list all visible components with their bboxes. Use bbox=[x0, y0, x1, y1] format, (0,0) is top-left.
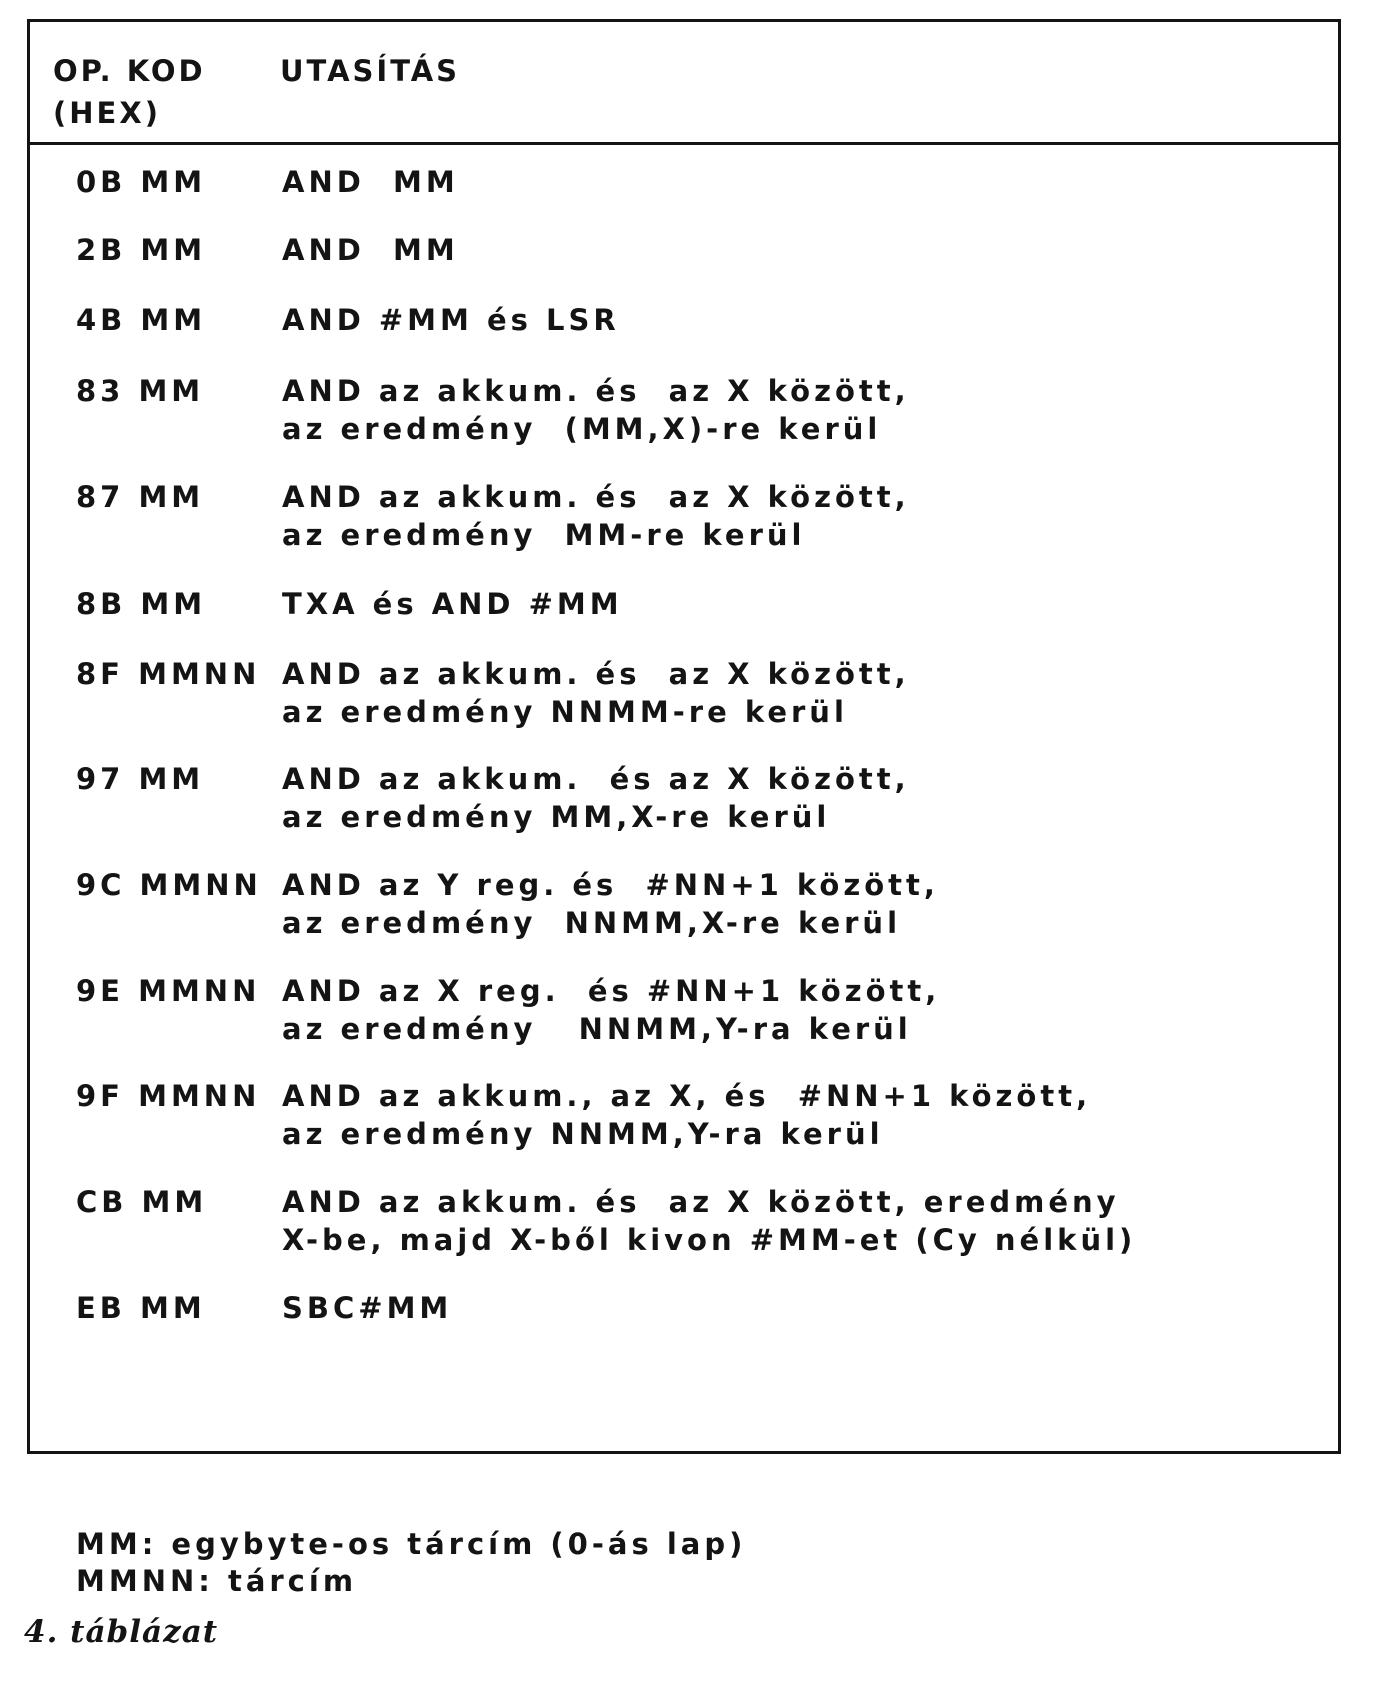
opcode-cell: 8B MM bbox=[76, 587, 207, 621]
instruction-cell bbox=[282, 301, 620, 339]
header-instruction: UTASÍTÁS bbox=[280, 54, 461, 88]
instruction-line2: az eredmény NNMM,X-re kerül bbox=[282, 906, 902, 940]
instruction-line1: AND az akkum. és az X között, eredmény bbox=[282, 1185, 1120, 1219]
opcode-cell: 97 MM bbox=[76, 762, 205, 796]
instruction-line1: SBC#MM bbox=[282, 1291, 453, 1325]
opcode-table bbox=[27, 19, 1341, 1454]
instruction-line1: AND az akkum., az X, és #NN+1 között, bbox=[282, 1079, 1092, 1113]
instruction-cell bbox=[282, 866, 939, 942]
header-opcode bbox=[53, 50, 206, 134]
opcode-cell: 2B MM bbox=[76, 233, 207, 267]
header-opcode-line1: OP. KOD bbox=[53, 54, 206, 88]
instruction-cell bbox=[282, 163, 459, 201]
opcode-cell: 8F MMNN bbox=[76, 657, 261, 691]
instruction-line1: AND az akkum. és az X között, bbox=[282, 657, 910, 691]
instruction-cell bbox=[282, 372, 910, 448]
opcode-cell: 0B MM bbox=[76, 165, 207, 199]
instruction-line1: AND MM bbox=[282, 233, 459, 267]
instruction-line1: AND az akkum. és az X között, bbox=[282, 374, 910, 408]
instruction-line1: AND az Y reg. és #NN+1 között, bbox=[282, 868, 939, 902]
instruction-line2: az eredmény NNMM,Y-ra kerül bbox=[282, 1117, 884, 1151]
header-opcode-line2: (HEX) bbox=[53, 96, 161, 130]
instruction-line2: az eredmény MM-re kerül bbox=[282, 518, 806, 552]
legend-line1: MM: egybyte-os tárcím (0-ás lap) bbox=[76, 1527, 747, 1561]
instruction-line1: TXA és AND #MM bbox=[282, 587, 623, 621]
instruction-cell bbox=[282, 1183, 1136, 1259]
instruction-cell bbox=[282, 478, 910, 554]
opcode-cell: 87 MM bbox=[76, 480, 205, 514]
instruction-cell bbox=[282, 1289, 452, 1327]
instruction-line2: az eredmény NNMM-re kerül bbox=[282, 695, 848, 729]
instruction-cell bbox=[282, 760, 910, 836]
legend-line2: MMNN: tárcím bbox=[76, 1564, 358, 1598]
instruction-line2: az eredmény MM,X-re kerül bbox=[282, 800, 831, 834]
opcode-cell: 9E MMNN bbox=[76, 974, 261, 1008]
opcode-cell: 4B MM bbox=[76, 303, 207, 337]
instruction-line1: AND az X reg. és #NN+1 között, bbox=[282, 974, 941, 1008]
instruction-line1: AND az akkum. és az X között, bbox=[282, 480, 910, 514]
instruction-line1: AND az akkum. és az X között, bbox=[282, 762, 910, 796]
table-caption: 4. táblázat bbox=[24, 1614, 219, 1650]
opcode-cell: 9C MMNN bbox=[76, 868, 262, 902]
table-header bbox=[30, 22, 1338, 145]
instruction-line2: X-be, majd X-ből kivon #MM-et (Cy nélkül) bbox=[282, 1223, 1137, 1257]
instruction-cell bbox=[282, 231, 459, 269]
instruction-cell bbox=[282, 655, 910, 731]
opcode-cell: 9F MMNN bbox=[76, 1079, 261, 1113]
instruction-line2: az eredmény NNMM,Y-ra kerül bbox=[282, 1012, 912, 1046]
instruction-line1: AND MM bbox=[282, 165, 459, 199]
instruction-cell bbox=[282, 585, 623, 623]
legend bbox=[76, 1526, 746, 1600]
opcode-cell: CB MM bbox=[76, 1185, 208, 1219]
opcode-cell: 83 MM bbox=[76, 374, 205, 408]
instruction-line1: AND #MM és LSR bbox=[282, 303, 620, 337]
instruction-line2: az eredmény (MM,X)-re kerül bbox=[282, 412, 882, 446]
instruction-cell bbox=[282, 972, 940, 1048]
opcode-cell: EB MM bbox=[76, 1291, 206, 1325]
instruction-cell bbox=[282, 1077, 1091, 1153]
